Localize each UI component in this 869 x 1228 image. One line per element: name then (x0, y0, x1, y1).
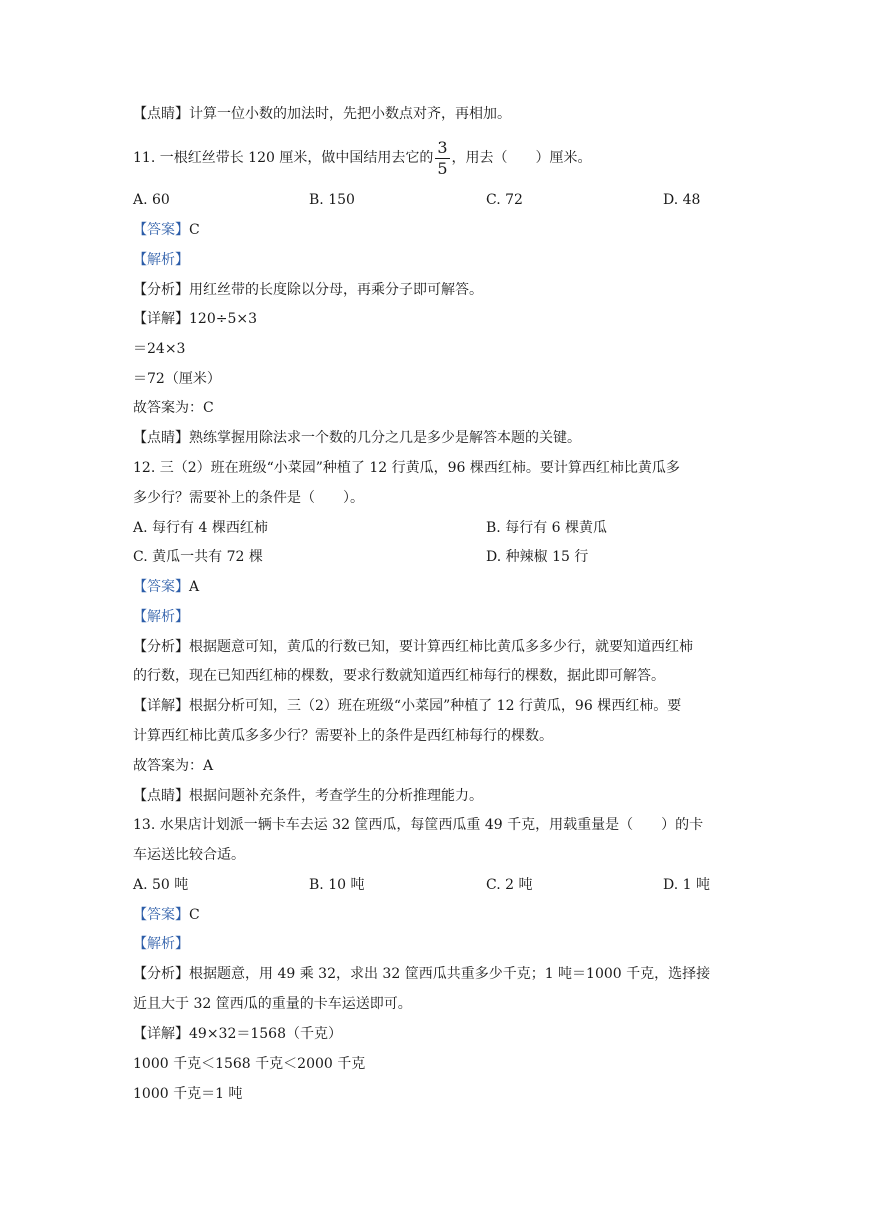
dianjing-tag: 【点睛】 (133, 106, 189, 122)
dianjing-tag: 【点睛】 (133, 430, 189, 446)
q11-xiangjie: 120÷5×3 (189, 311, 257, 327)
q13-option-b: B. 10 吨 (309, 877, 365, 893)
q12-fenxi-line1 (133, 637, 693, 657)
q12-option-a: A. 每行有 4 棵西红柿 (133, 520, 268, 536)
fenxi-tag: 【分析】 (133, 282, 189, 298)
q13-option-d: D. 1 吨 (663, 877, 710, 893)
q12-option-c: C. 黄瓜一共有 72 棵 (133, 549, 263, 565)
q13-step2: 1000 千克＝1 吨 (133, 1086, 243, 1102)
q13-jiexi-tag: 【解析】 (133, 936, 189, 952)
q13-xiangjie-line (133, 1024, 342, 1044)
q11-option-d: D. 48 (663, 192, 701, 208)
q12-stem-line2: 多少行？需要补上的条件是（ ）。 (133, 490, 364, 506)
q11-answer: C (189, 222, 200, 238)
q13-stem-line1: 13. 水果店计划派一辆卡车去运 32 筐西瓜，每筐西瓜重 49 千克，用载重量是（ ）的卡 (133, 817, 704, 833)
q11-dianjing-line (133, 428, 581, 448)
answer-tag: 【答案】 (133, 222, 189, 238)
dianjing-text: 计算一位小数的加法时，先把小数点对齐，再相加。 (189, 106, 511, 122)
answer-tag: 【答案】 (133, 907, 189, 923)
q13-step1: 1000 千克＜1568 千克＜2000 千克 (133, 1056, 366, 1072)
q12-option-b: B. 每行有 6 棵黄瓜 (486, 520, 607, 536)
xiangjie-tag: 【详解】 (133, 698, 189, 714)
q13-fenxi-1: 根据题意，用 49 乘 32，求出 32 筐西瓜共重多少千克；1 吨＝1000 千克，选择接 (189, 966, 711, 982)
q12-option-d: D. 种辣椒 15 行 (486, 549, 589, 565)
q12-conclusion: 故答案为：A (133, 758, 214, 774)
q12-answer-line (133, 577, 199, 597)
q11-fenxi: 用红丝带的长度除以分母，再乘分子即可解答。 (189, 282, 483, 298)
q12-fenxi-1: 根据题意可知，黄瓜的行数已知，要计算西红柿比黄瓜多多少行，就要知道西红柿 (189, 639, 693, 655)
q12-xiangjie-1: 根据分析可知，三（2）班在班级“小菜园”种植了 12 行黄瓜，96 棵西红柿。要 (189, 698, 682, 714)
q12-dianjing-line (133, 786, 483, 806)
xiangjie-tag: 【详解】 (133, 1026, 189, 1042)
q11-dianjing: 熟练掌握用除法求一个数的几分之几是多少是解答本题的关键。 (189, 430, 581, 446)
top-dianjing-line (133, 104, 511, 124)
q11-stem (133, 138, 592, 178)
q11-answer-line (133, 220, 200, 240)
q11-option-a: A. 60 (133, 192, 170, 208)
q13-stem-line2: 车运送比较合适。 (133, 847, 245, 863)
q11-jiexi-tag: 【解析】 (133, 252, 189, 268)
fenxi-tag: 【分析】 (133, 966, 189, 982)
q12-xiangjie-line2: 计算西红柿比黄瓜多多少行？需要补上的条件是西红柿每行的棵数。 (133, 728, 553, 744)
q11-fenxi-line (133, 280, 483, 300)
q11-xiangjie-line (133, 309, 257, 329)
q13-option-a: A. 50 吨 (133, 877, 189, 893)
answer-tag: 【答案】 (133, 579, 189, 595)
q12-jiexi-tag: 【解析】 (133, 609, 189, 625)
q13-option-c: C. 2 吨 (486, 877, 533, 893)
q12-xiangjie-line1 (133, 696, 681, 716)
q11-stem-after: ，用去（ ）厘米。 (451, 150, 592, 166)
q11-option-b: B. 150 (309, 192, 355, 208)
q11-fraction (435, 137, 449, 178)
q11-fraction-numerator: 3 (437, 137, 448, 157)
fenxi-tag: 【分析】 (133, 639, 189, 655)
q11-option-c: C. 72 (486, 192, 523, 208)
q13-answer: C (189, 907, 200, 923)
q11-step2: ＝72（厘米） (133, 371, 221, 387)
q12-stem-line1: 12. 三（2）班在班级“小菜园”种植了 12 行黄瓜，96 棵西红柿。要计算西红柿比黄瓜多 (133, 460, 680, 476)
xiangjie-tag: 【详解】 (133, 311, 189, 327)
q13-answer-line (133, 905, 200, 925)
q12-fenxi-line2: 的行数，现在已知西红柿的棵数，要求行数就知道西红柿每行的棵数，据此即可解答。 (133, 668, 665, 684)
q13-fenxi-line1 (133, 964, 710, 984)
q11-stem-before: 11. 一根红丝带长 120 厘米，做中国结用去它的 (133, 150, 434, 166)
q13-xiangjie: 49×32＝1568（千克） (189, 1026, 342, 1042)
dianjing-tag: 【点睛】 (133, 788, 189, 804)
q11-fraction-denominator: 5 (437, 158, 448, 178)
q13-fenxi-line2: 近且大于 32 筐西瓜的重量的卡车运送即可。 (133, 996, 412, 1012)
q11-step1: ＝24×3 (133, 341, 186, 357)
q11-conclusion: 故答案为：C (133, 400, 214, 416)
q12-answer: A (189, 579, 200, 595)
q12-dianjing: 根据问题补充条件，考查学生的分析推理能力。 (189, 788, 483, 804)
